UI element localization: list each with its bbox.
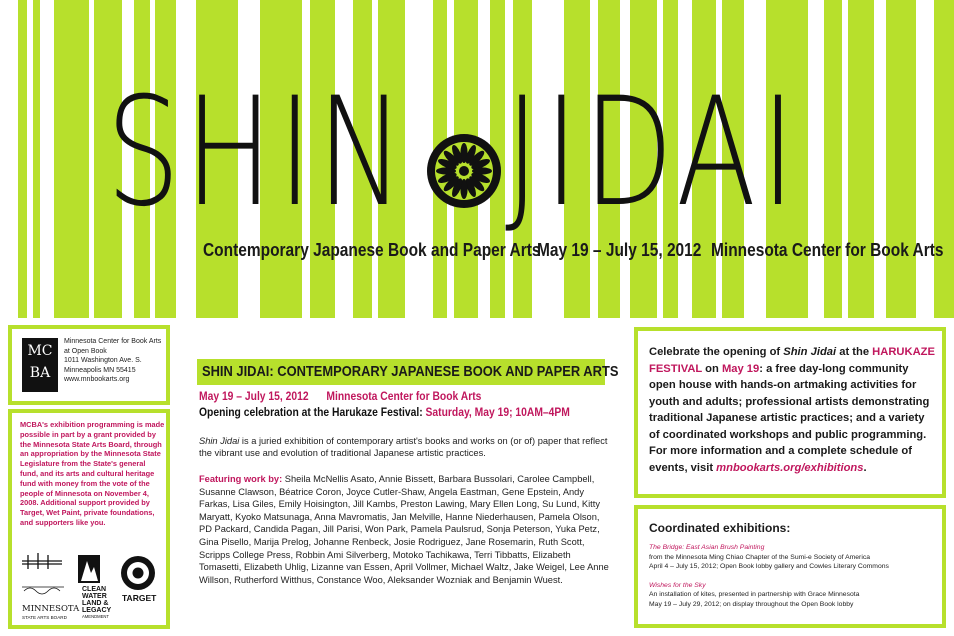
flower-icon: [424, 131, 504, 211]
svg-text:LAND &: LAND &: [82, 600, 109, 607]
exhibitions-link[interactable]: mnbookarts.org/exhibitions: [716, 461, 864, 474]
website-link[interactable]: www.mnbookarts.org: [64, 376, 130, 383]
exhibition-heading: SHIN JIDAI: CONTEMPORARY JAPANESE BOOK AND PAPER ARTS: [197, 359, 605, 385]
svg-text:LEGACY: LEGACY: [82, 607, 112, 614]
opening-celebration-box: [634, 327, 946, 498]
date-venue-line: May 19 – July 15, 2012 Minnesota Center for Book Arts: [199, 389, 482, 403]
venue-name: Minnesota Center for Book Arts: [711, 240, 944, 260]
mcba-logo: MC BA: [22, 338, 58, 392]
msab-logo-icon: [22, 553, 80, 620]
svg-text:STATE ARTS BOARD: STATE ARTS BOARD: [22, 615, 67, 620]
sponsor-logos: [18, 551, 168, 627]
support-box: [8, 409, 170, 629]
subtitle-text: Contemporary Japanese Book and Paper Arts: [203, 240, 541, 260]
coordinated-exhibitions-list: The Bridge: East Asian Brush Painting from the Minnesota Ming Chiao Chapter of the Sumi-e Society of America April 4 – July 15, 2012; Open Book lobby gallery and Cowles Literary Commons Wishes for the Sky An installation of kites, presented in partnership with Grace Minnesota May 19 – July 29, 2012; on display throughout the Open Book lobby: [649, 543, 939, 609]
opening-line: Opening celebration at the Harukaze Festival: Saturday, May 19; 10AM–4PM: [199, 405, 570, 419]
address-lines: Minnesota Center for Book Arts at Open Book 1011 Washington Ave. S. Minneapolis MN 55415 www.mnbookarts.org: [64, 338, 162, 383]
support-text: MCBA's exhibition programming is made possible in part by a grant provided by the Minnesota State Arts Board, through an appropriation by the Minnesota State Legislature from the State's general fund, and its arts and cultural heritage fund with money from the vote of the people of Minnesota on November 4, 2008. Additional support provided by Target, Wet Paint, private foundations, and supporters like you.: [20, 420, 165, 527]
svg-text:WATER: WATER: [82, 593, 107, 600]
address-box: [8, 325, 170, 405]
exhibition-description: Shin Jidai is a juried exhibition of contemporary artist's books and works on (or of) paper that reflect the vibrant use and evolution of traditional Japanese artistic practices.: [199, 436, 608, 458]
exhibition-details: [199, 389, 611, 586]
svg-text:MINNESOTA: MINNESOTA: [22, 604, 80, 614]
coordinated-exhibitions-title: Coordinated exhibitions:: [649, 521, 791, 535]
target-logo-icon: [121, 556, 157, 603]
svg-text:TARGET: TARGET: [122, 593, 157, 603]
title-jidai: JIDAI: [505, 66, 800, 240]
featured-artists: Featuring work by: Sheila McNellis Asato, Annie Bissett, Barbara Bussolari, Carolee Campbell, Susanne Clawson, Béatrice Coron, Joyce Cutler-Shaw, Angela Eastman, Gene Epstein, Andy Farkas, Lisa Giles, Emily Hoisington, Jill Kambs, Preston Lawing, Mary Ellen Long, Su Lund, Kitty Maryatt, Kyoko Matsunaga, Anna Mavromatis, Jan Melville, Hanne Niederhausen, Pamela Olson, PD Packard, Candida Pagan, Jill Parisi, Won Park, Pamela Paulsrud, Sonja Peterson, Yuka Petz, Gina Pisello, Marija Prelog, Johanne Renbeck, Josie Rodriguez, Jane Rosemarin, Ruth Scott, Scripps College Press, Robbin Ami Silverberg, Motoko Tachikawa, Terri Tibbatts, Elizabeth Tomasetti, Elizabeth Uhlig, Lizanne van Essen, April Vollmer, Michael Waltz, Jake Weigel, Lee Anne Willson, Rutherford Witthus, Constance Woo, Aleksander Wozniak and Benjamin Wuest.: [199, 474, 609, 585]
coordinated-exhibitions-box: [634, 505, 946, 628]
title-shin: SHIN: [106, 66, 409, 240]
svg-text:AMENDMENT: AMENDMENT: [82, 614, 109, 619]
svg-text:CLEAN: CLEAN: [82, 586, 107, 593]
exhibition-item-title: Wishes for the Sky: [649, 581, 706, 589]
celebration-text: Celebrate the opening of Shin Jidai at the HARUKAZE FESTIVAL on May 19: a free day-long community open house with hands-on artmaking activities for youth and adults; professional artists demonstrating traditional Japanese artistic practices; and a variety of coordinated workshops and public programming. For more information and a complete schedule of events, visit mnbookarts.org/exhibitions.: [649, 346, 935, 474]
date-range: May 19 – July 15, 2012: [537, 240, 702, 260]
exhibition-item-title: The Bridge: East Asian Brush Painting: [649, 544, 765, 551]
legacy-amendment-logo-icon: [78, 555, 112, 619]
banner-subtitle: [203, 240, 943, 266]
